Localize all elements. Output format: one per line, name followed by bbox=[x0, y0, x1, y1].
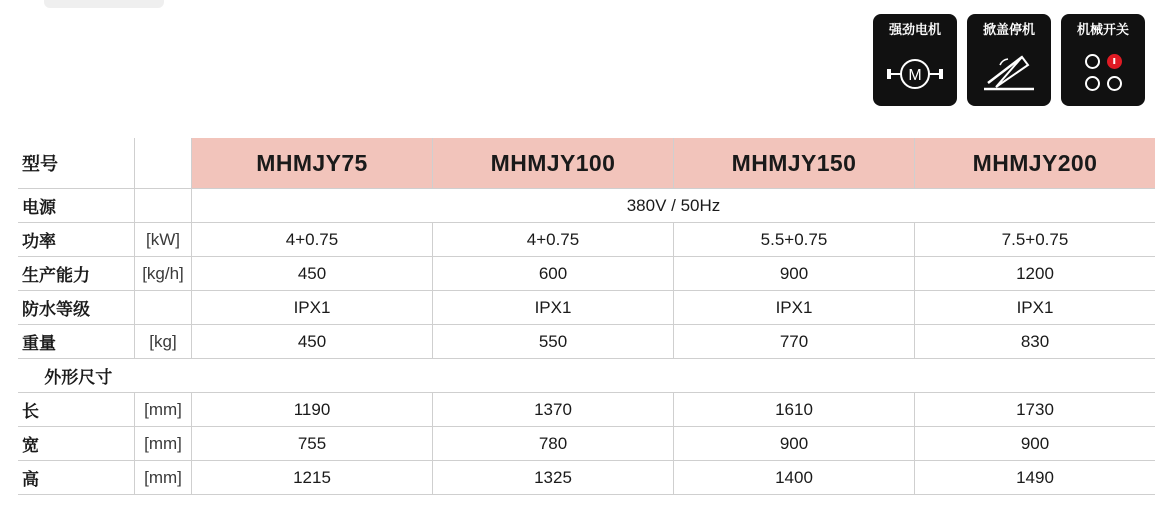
row-value-power-supply: 380V / 50Hz bbox=[192, 189, 1156, 223]
cell-capacity-1: 450 bbox=[192, 257, 433, 291]
cell-height-1: 1215 bbox=[192, 461, 433, 495]
table-row-power-supply bbox=[18, 189, 1155, 223]
cell-weight-3: 770 bbox=[674, 325, 915, 359]
cell-capacity-4: 1200 bbox=[915, 257, 1156, 291]
row-unit-power-supply bbox=[135, 189, 192, 223]
motor-icon bbox=[873, 37, 957, 106]
switch-dot-top-left bbox=[1085, 54, 1100, 69]
cell-power-4: 7.5+0.75 bbox=[915, 223, 1156, 257]
row-unit-model bbox=[135, 138, 192, 189]
cell-waterproof-1: IPX1 bbox=[192, 291, 433, 325]
cell-waterproof-4: IPX1 bbox=[915, 291, 1156, 325]
mechanical-switch-icon bbox=[1061, 37, 1145, 106]
model-header-3: MHMJY150 bbox=[674, 138, 915, 189]
table-row bbox=[18, 461, 1155, 495]
row-value-dimensions-blank bbox=[135, 359, 1156, 393]
row-label-power-supply: 电源 bbox=[18, 189, 135, 223]
switch-dot-bottom-right bbox=[1107, 76, 1122, 91]
table-row bbox=[18, 427, 1155, 461]
cell-width-1: 755 bbox=[192, 427, 433, 461]
switch-dot-bottom-left bbox=[1085, 76, 1100, 91]
model-header-2: MHMJY100 bbox=[433, 138, 674, 189]
row-unit-height: [mm] bbox=[135, 461, 192, 495]
cell-length-2: 1370 bbox=[433, 393, 674, 427]
cell-width-3: 900 bbox=[674, 427, 915, 461]
page-artifact bbox=[44, 0, 164, 8]
row-label-height: 高 bbox=[18, 461, 135, 495]
cell-power-3: 5.5+0.75 bbox=[674, 223, 915, 257]
row-unit-power: [kW] bbox=[135, 223, 192, 257]
switch-dot-power-red bbox=[1107, 54, 1122, 69]
row-label-model: 型号 bbox=[18, 138, 135, 189]
cell-length-3: 1610 bbox=[674, 393, 915, 427]
row-label-dimensions: 外形尺寸 bbox=[18, 359, 135, 393]
cell-waterproof-3: IPX1 bbox=[674, 291, 915, 325]
row-label-power: 功率 bbox=[18, 223, 135, 257]
row-unit-length: [mm] bbox=[135, 393, 192, 427]
row-unit-waterproof bbox=[135, 291, 192, 325]
table-row-dimensions-header bbox=[18, 359, 1155, 393]
feature-badge-lid-stop-label: 掀盖停机 bbox=[982, 22, 1035, 37]
cell-length-4: 1730 bbox=[915, 393, 1156, 427]
feature-badge-motor bbox=[873, 14, 957, 106]
feature-badge-mechanical-switch bbox=[1061, 14, 1145, 106]
row-unit-capacity: [kg/h] bbox=[135, 257, 192, 291]
row-unit-weight: [kg] bbox=[135, 325, 192, 359]
cell-power-2: 4+0.75 bbox=[433, 223, 674, 257]
cell-height-3: 1400 bbox=[674, 461, 915, 495]
cell-width-2: 780 bbox=[433, 427, 674, 461]
feature-badge-lid-stop bbox=[967, 14, 1051, 106]
table-row bbox=[18, 291, 1155, 325]
model-header-1: MHMJY75 bbox=[192, 138, 433, 189]
cell-width-4: 900 bbox=[915, 427, 1156, 461]
table-row bbox=[18, 393, 1155, 427]
cell-capacity-3: 900 bbox=[674, 257, 915, 291]
cell-weight-4: 830 bbox=[915, 325, 1156, 359]
row-unit-width: [mm] bbox=[135, 427, 192, 461]
svg-text:M: M bbox=[908, 66, 922, 84]
table-row bbox=[18, 325, 1155, 359]
row-label-capacity: 生产能力 bbox=[18, 257, 135, 291]
lid-stop-icon bbox=[967, 37, 1051, 106]
cell-weight-1: 450 bbox=[192, 325, 433, 359]
feature-badge-motor-label: 强劲电机 bbox=[888, 22, 941, 37]
cell-capacity-2: 600 bbox=[433, 257, 674, 291]
cell-power-1: 4+0.75 bbox=[192, 223, 433, 257]
table-row-models bbox=[18, 138, 1155, 189]
cell-height-2: 1325 bbox=[433, 461, 674, 495]
cell-height-4: 1490 bbox=[915, 461, 1156, 495]
table-row bbox=[18, 223, 1155, 257]
model-header-4: MHMJY200 bbox=[915, 138, 1156, 189]
feature-badge-mechanical-switch-label: 机械开关 bbox=[1076, 22, 1129, 37]
cell-waterproof-2: IPX1 bbox=[433, 291, 674, 325]
cell-weight-2: 550 bbox=[433, 325, 674, 359]
row-label-width: 宽 bbox=[18, 427, 135, 461]
cell-length-1: 1190 bbox=[192, 393, 433, 427]
row-label-waterproof: 防水等级 bbox=[18, 291, 135, 325]
feature-badge-group bbox=[873, 14, 1145, 106]
table-row bbox=[18, 257, 1155, 291]
row-label-length: 长 bbox=[18, 393, 135, 427]
specification-table bbox=[18, 138, 1155, 495]
row-label-weight: 重量 bbox=[18, 325, 135, 359]
